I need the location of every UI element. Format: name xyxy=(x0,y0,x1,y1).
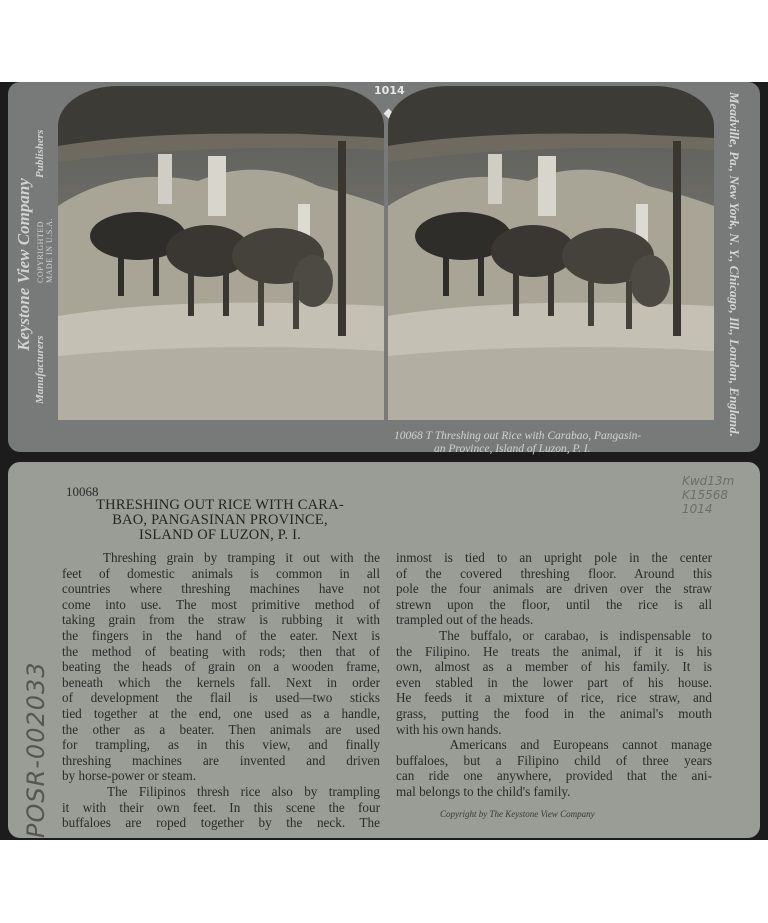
locations-margin xyxy=(720,92,758,437)
caption-line: an Province, Island of Luzon, P. I. xyxy=(434,443,591,455)
front-caption xyxy=(394,430,724,456)
card-number: 1014 xyxy=(374,84,405,97)
back-copyright: Copyright by The Keystone View Company xyxy=(440,809,595,819)
copyright-stamp: COPYRIGHTED MADE IN U.S.A. xyxy=(36,218,54,283)
stereo-photo-right xyxy=(388,86,714,420)
description-right-column: inmost is tied to an upright pole in the center of the covered threshing floor. Around this pole the four animals are driven over the straw strewn upon the floor, until the rice is all trampled out of the heads. The buffalo, or carabao, is indispensable to the Filipino. He treats the animal, if it is his own, almost as a member of his family. It is even stabled in the lower part of his house. He feeds it a mixture of rice, rice straw, and grass, putting the food in the animal's mouth with his own hands. Americans and Europeans cannot manage buffaloes, but a Filipino child of three years can ride one anywhere, provided that the ani- mal belongs to the child's family. xyxy=(396,550,712,799)
manufacturers-label: Manufacturers xyxy=(34,335,46,405)
publisher-margin xyxy=(10,100,54,430)
caption-line: 10068 T Threshing out Rice with Carabao, Pangasin- xyxy=(394,430,642,442)
back-number: 10068 xyxy=(66,484,99,499)
stereo-photo-left xyxy=(58,86,384,420)
back-title: THRESHING OUT RICE WITH CARA- BAO, PANGASINAN PROVINCE, ISLAND OF LUZON, P. I. xyxy=(96,497,344,543)
description-left-column: Threshing grain by tramping it out with the feet of domestic animals is common in all countries where threshing machines have not come into use. The most primitive method of taking grain from the straw is rubbing it with the fingers in the hand of the eater. Next is the method of beating with rods; then that of beating the heads of grain on a wooden frame, beneath which the kernels fall. Next in order of development the flail is used—two sticks tied together at the end, one used as a handle, the other as a beater. Then animals are used for trampling, as in this view, and finally threshing machines are invented and driven by horse-power or steam. The Filipinos thresh rice also by trampling it with their own feet. In this scene the four buffaloes are roped together by the neck. The xyxy=(62,550,380,831)
handwritten-notes: Kwd13m K15568 1014 xyxy=(682,474,735,516)
publisher-name: Keystone View Company xyxy=(14,178,33,352)
publisher-locations: Meadville, Pa., New York, N. Y., Chicago, Ill., London, England. xyxy=(727,92,742,437)
publishers-label: Publishers xyxy=(34,129,46,179)
handwritten-catalog-number: POSR-002033 xyxy=(22,661,50,839)
